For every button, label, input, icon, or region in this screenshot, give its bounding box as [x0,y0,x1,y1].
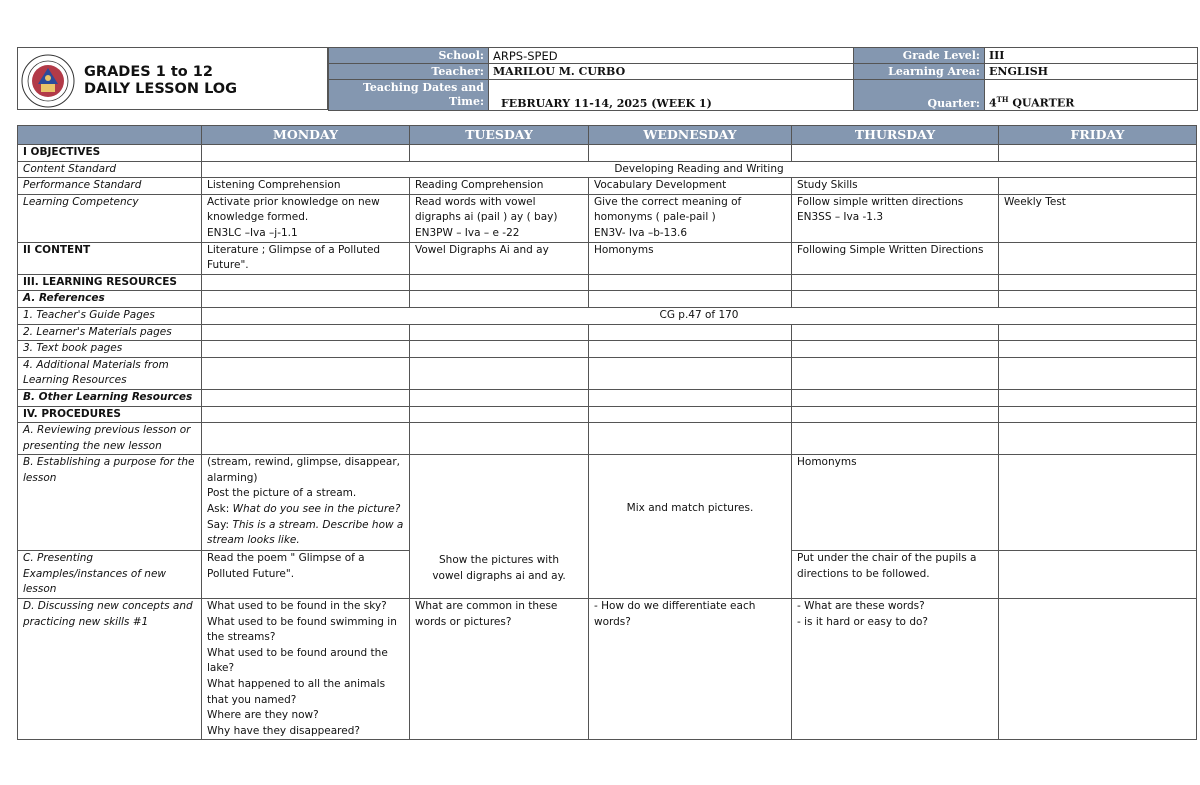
table-row [18,242,1197,274]
day-tuesday: TUESDAY [410,126,589,145]
row-label-objectives: I OBJECTIVES [18,145,202,162]
school-label: School: [329,48,489,64]
quarter-value: 4TH QUARTER [985,80,1198,111]
teachers-guide-value: CG p.47 of 170 [202,307,1197,324]
row-label-textbook-pages: 3. Text book pages [18,341,202,358]
presenting-thursday: Put under the chair of the pupils a directions to be followed. [792,551,999,599]
lesson-log-table [17,125,1197,740]
row-label-learning-resources: III. LEARNING RESOURCES [18,274,202,291]
row-label-learning-competency: Learning Competency [18,194,202,242]
teaching-dates-label: Teaching Dates and Time: [329,80,489,111]
header-logo-block [17,47,328,110]
header-info-table [328,47,1198,111]
discussing-wednesday: - How do we differentiate each words? [589,599,792,740]
competency-friday: Weekly Test [999,194,1197,242]
day-thursday: THURSDAY [792,126,999,145]
row-label-learners-materials: 2. Learner's Materials pages [18,324,202,341]
table-row [18,178,1197,195]
table-row [18,423,1197,455]
discussing-tuesday: What are common in these words or pictures? [410,599,589,740]
content-thursday: Following Simple Written Directions [792,242,999,274]
teacher-label: Teacher: [329,64,489,80]
row-label-content-standard: Content Standard [18,161,202,178]
title-line-2: DAILY LESSON LOG [84,81,238,97]
row-label-reviewing: A. Reviewing previous lesson or presenting the new lesson [18,423,202,455]
teacher-value: MARILOU M. CURBO [489,64,854,80]
performance-tuesday: Reading Comprehension [410,178,589,195]
day-header-row [18,126,1197,145]
row-label-discussing: D. Discussing new concepts and practicing new skills #1 [18,599,202,740]
table-row [18,161,1197,178]
table-row [18,307,1197,324]
content-standard-value: Developing Reading and Writing [202,161,1197,178]
row-label-content: II CONTENT [18,242,202,274]
performance-monday: Listening Comprehension [202,178,410,195]
day-monday: MONDAY [202,126,410,145]
teaching-dates-value: FEBRUARY 11-14, 2025 (WEEK 1) [489,80,854,111]
row-label-presenting: C. Presenting Examples/instances of new lesson [18,551,202,599]
competency-monday: Activate prior knowledge on new knowledge formed. EN3LC –Iva –j-1.1 [202,194,410,242]
row-label-performance-standard: Performance Standard [18,178,202,195]
learning-area-value: ENGLISH [985,64,1198,80]
grade-level-label: Grade Level: [854,48,985,64]
day-friday: FRIDAY [999,126,1197,145]
establishing-thursday: Homonyms [792,455,999,551]
learning-area-label: Learning Area: [854,64,985,80]
tuesday-merged-cell: Show the pictures with vowel digraphs ai and ay. [410,455,589,599]
competency-thursday: Follow simple written directions EN3SS – Iva -1.3 [792,194,999,242]
deped-seal-icon [21,54,75,108]
performance-thursday: Study Skills [792,178,999,195]
table-row [18,389,1197,406]
performance-wednesday: Vocabulary Development [589,178,792,195]
school-value: ARPS-SPED [489,48,854,64]
discussing-thursday: - What are these words? - is it hard or easy to do? [792,599,999,740]
row-label-references: A. References [18,291,202,308]
table-row [18,357,1197,389]
quarter-label: Quarter: [854,80,985,111]
content-monday: Literature ; Glimpse of a Polluted Future". [202,242,410,274]
content-tuesday: Vowel Digraphs Ai and ay [410,242,589,274]
row-label-teachers-guide: 1. Teacher's Guide Pages [18,307,202,324]
performance-friday [999,178,1197,195]
wednesday-merged-cell: Mix and match pictures. [589,455,792,599]
establishing-monday: (stream, rewind, glimpse, disappear, alarming) Post the picture of a stream. Ask: What do you see in the picture? Say: This is a stream. Describe how a stream looks like. [202,455,410,551]
corner-cell [18,126,202,145]
row-label-other-resources: B. Other Learning Resources [18,389,202,406]
content-wednesday: Homonyms [589,242,792,274]
day-wednesday: WEDNESDAY [589,126,792,145]
table-row [18,145,1197,162]
presenting-monday: Read the poem " Glimpse of a Polluted Future". [202,551,410,599]
competency-wednesday: Give the correct meaning of homonyms ( pale-pail ) EN3V- Iva –b-13.6 [589,194,792,242]
table-row [18,274,1197,291]
table-row [18,599,1197,740]
page-title [84,64,237,98]
row-label-procedures: IV. PROCEDURES [18,406,202,423]
table-row [18,341,1197,358]
table-row [18,324,1197,341]
row-label-establishing: B. Establishing a purpose for the lesson [18,455,202,551]
table-row [18,194,1197,242]
row-label-additional-materials: 4. Additional Materials from Learning Resources [18,357,202,389]
table-row [18,406,1197,423]
discussing-monday: What used to be found in the sky? What used to be found swimming in the streams? What used to be found around the lake? What happened to all the animals that you named? Where are they now? Why have they disappeared? [202,599,410,740]
grade-level-value: III [985,48,1198,64]
competency-tuesday: Read words with vowel digraphs ai (pail ) ay ( bay) EN3PW – Iva – e -22 [410,194,589,242]
table-row [18,455,1197,551]
table-row [18,291,1197,308]
title-line-1: GRADES 1 to 12 [84,64,213,80]
